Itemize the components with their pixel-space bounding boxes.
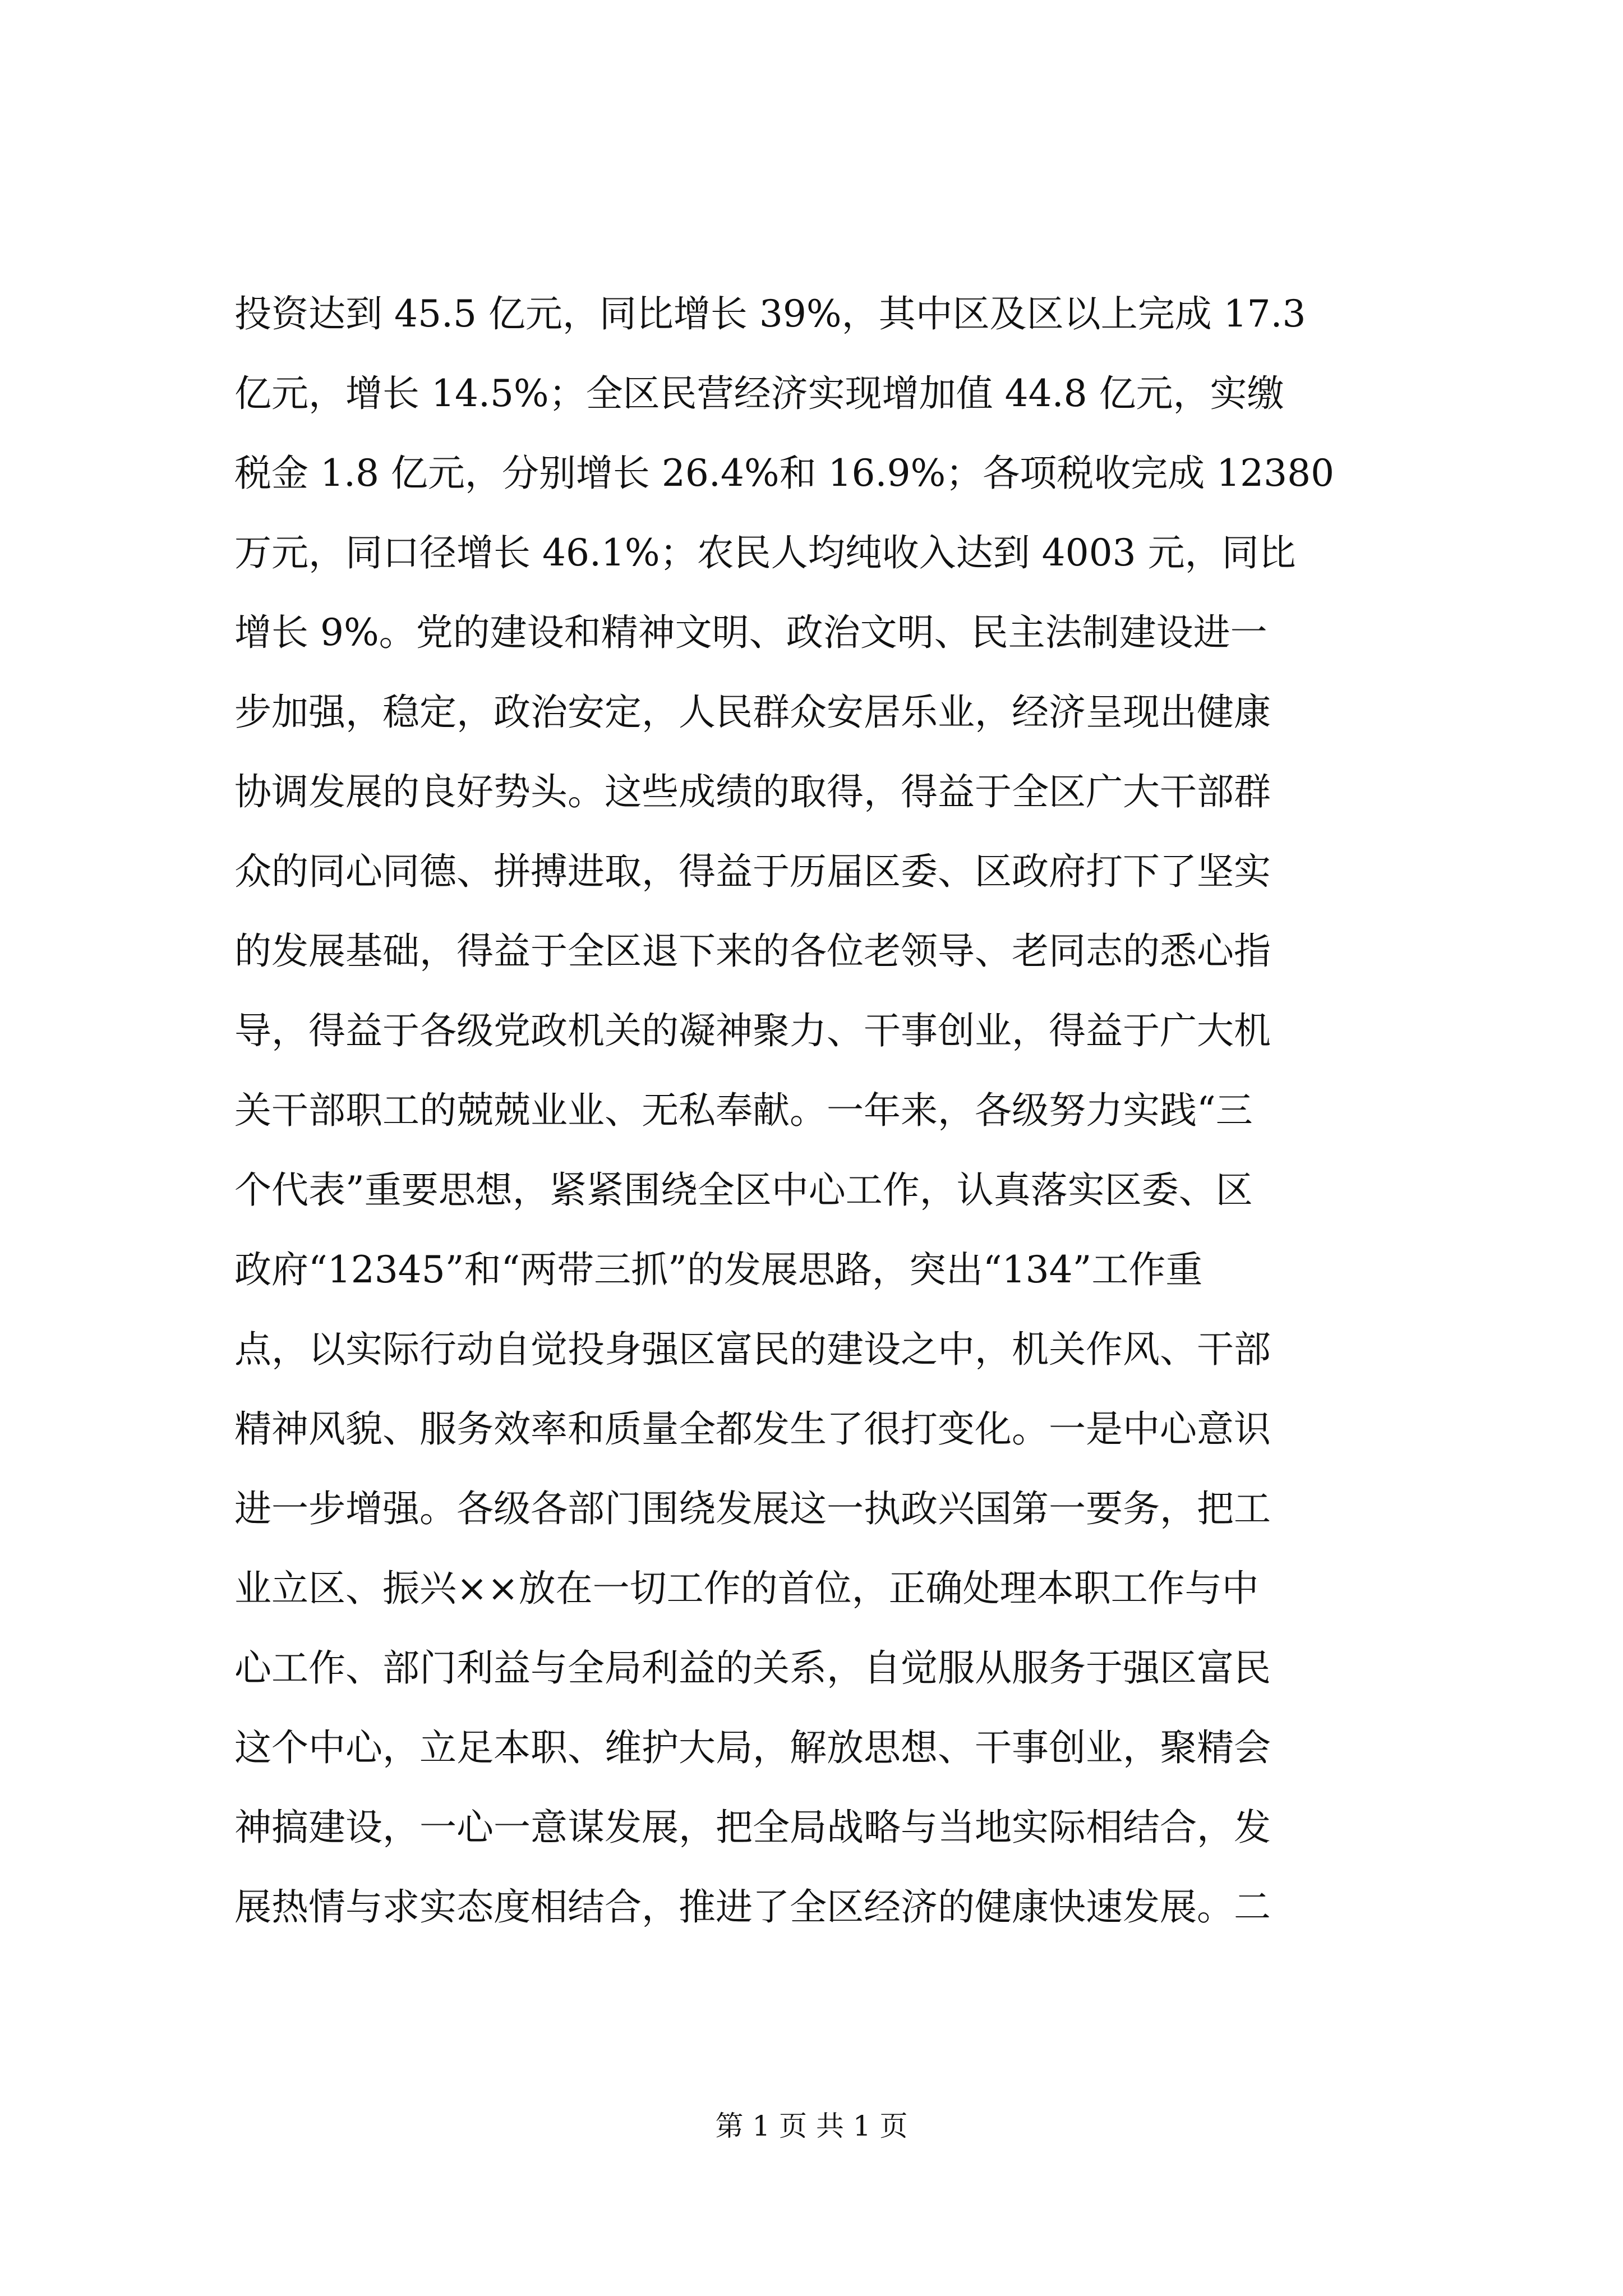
text-line-21: 展热情与求实态度相结合，推进了全区经济的健康快速发展。二 bbox=[234, 1885, 1271, 1929]
text-line-18: 心工作、部门利益与全局利益的关系，自觉服从服务于强区富民 bbox=[234, 1646, 1271, 1690]
text-line-6: 步加强，稳定，政治安定，人民群众安居乐业，经济呈现出健康 bbox=[234, 691, 1271, 734]
text-line-11: 关干部职工的兢兢业业、无私奉献。一年来，各级努力实践“三 bbox=[234, 1089, 1253, 1132]
text-line-5: 增长 9%。党的建设和精神文明、政治文明、民主法制建设进一 bbox=[234, 611, 1267, 654]
text-line-1: 投资达到 45.5 亿元，同比增长 39%，其中区及区以上完成 17.3 bbox=[234, 292, 1306, 335]
text-line-9: 的发展基础，得益于全区退下来的各位老领导、老同志的悉心指 bbox=[234, 930, 1271, 973]
text-line-7: 协调发展的良好势头。这些成绩的取得，得益于全区广大干部群 bbox=[234, 770, 1271, 813]
text-line-16: 进一步增强。各级各部门围绕发展这一执政兴国第一要务，把工 bbox=[234, 1487, 1271, 1530]
text-line-19: 这个中心，立足本职、维护大局，解放思想、干事创业，聚精会 bbox=[234, 1726, 1271, 1769]
text-line-8: 众的同心同德、拼搏进取，得益于历届区委、区政府打下了坚实 bbox=[234, 850, 1271, 893]
text-line-10: 导，得益于各级党政机关的凝神聚力、干事创业，得益于广大机 bbox=[234, 1009, 1271, 1052]
text-line-20: 神搞建设，一心一意谋发展，把全局战略与当地实际相结合，发 bbox=[234, 1806, 1271, 1849]
page-footer: 第 1 页 共 1 页 bbox=[715, 2110, 908, 2142]
text-line-17: 业立区、振兴××放在一切工作的首位，正确处理本职工作与中 bbox=[234, 1567, 1259, 1610]
text-line-3: 税金 1.8 亿元，分别增长 26.4%和 16.9%；各项税收完成 12380 bbox=[234, 452, 1335, 495]
text-line-15: 精神风貌、服务效率和质量全都发生了很打变化。一是中心意识 bbox=[234, 1407, 1271, 1451]
text-line-4: 万元，同口径增长 46.1%；农民人均纯收入达到 4003 元，同比 bbox=[234, 531, 1296, 574]
text-line-12: 个代表”重要思想，紧紧围绕全区中心工作，认真落实区委、区 bbox=[234, 1168, 1253, 1212]
text-line-13: 政府“12345”和“两带三抓”的发展思路，突出“134”工作重 bbox=[234, 1248, 1203, 1291]
text-line-14: 点，以实际行动自觉投身强区富民的建设之中，机关作风、干部 bbox=[234, 1328, 1271, 1371]
text-line-2: 亿元，增长 14.5%；全区民营经济实现增加值 44.8 亿元，实缴 bbox=[234, 372, 1284, 415]
